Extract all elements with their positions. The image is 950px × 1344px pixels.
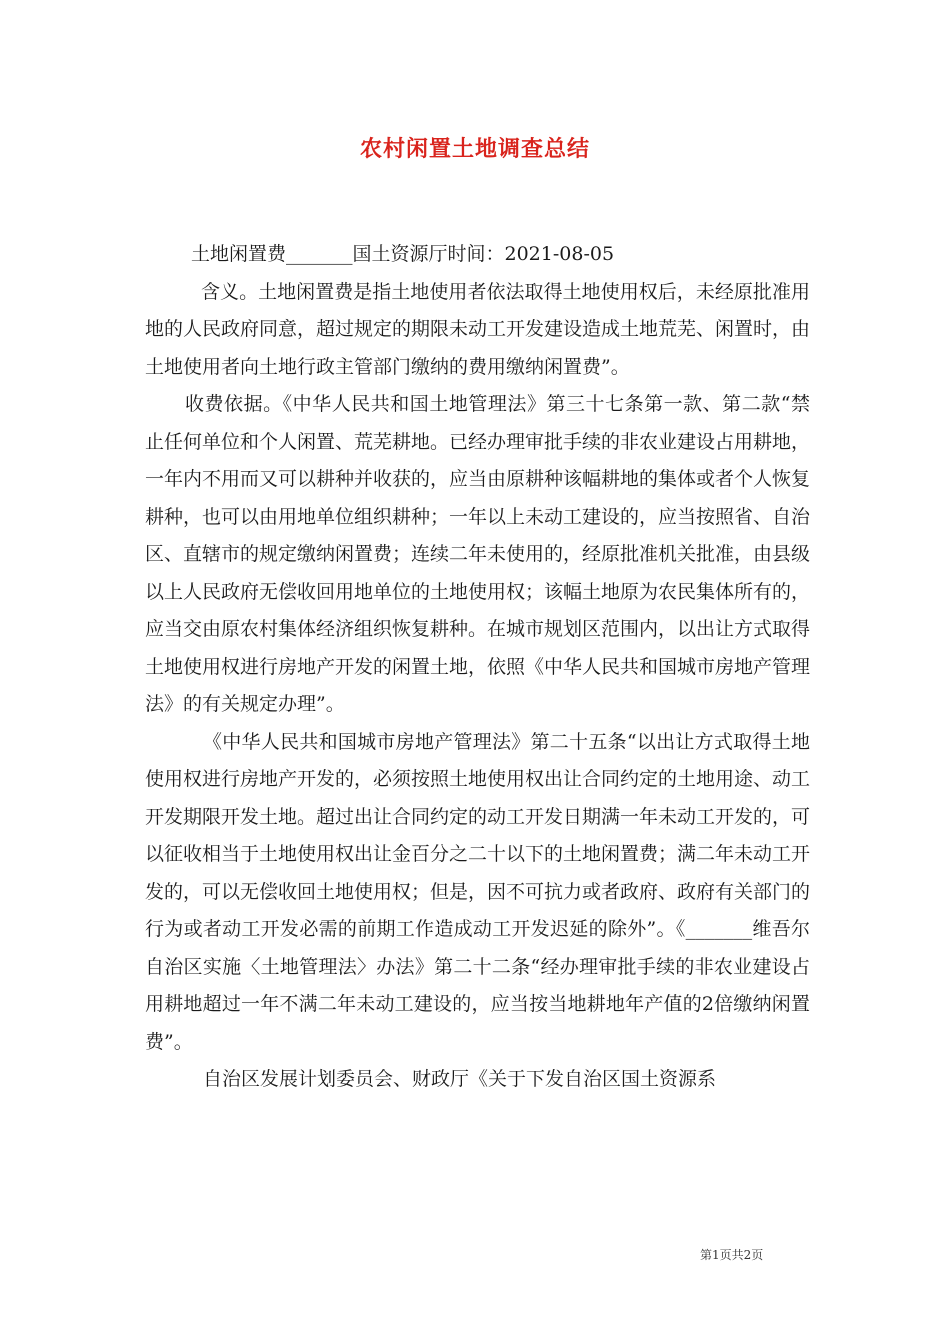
paragraph-definition: 含义。土地闲置费是指土地使用者依法取得土地使用权后，未经原批准用地的人民政府同意，超过规定的期限未动工开发建设造成土地荒芜、闲置时，由土地使用者向土地行政主管部门缴纳的费用缴纳闲置费”。: [145, 280, 811, 378]
paragraph-real-estate-law: 《中华人民共和国城市房地产管理法》第二十五条“以出让方式取得土地使用权进行房地产开发的，必须按照土地使用权出让合同约定的土地用途、动工开发期限开发土地。超过出让合同约定的动工开发日期满一年未动工开发的，可以征收相当于土地使用权出让金百分之二十以下的土地闲置费；满二年未动工开发的，可以无偿收回土地使用权；但是，因不可抗力或者政府、政府有关部门的行为或者动工开发必需的前期工作造成动工开发迟延的除外”。《_______维吾尔自治区实施〈土地管理法〉办法》第二十二条“经办理审批手续的非农业建设占用耕地超过一年不满二年未动工建设的，应当按当地耕地年产值的2倍缴纳闲置费”。: [145, 730, 811, 1053]
meta-line: 土地闲置费_______国土资源厅时间：2021-08-05: [191, 243, 615, 265]
paragraph-autonomous-region: 自治区发展计划委员会、财政厅《关于下发自治区国土资源系: [203, 1068, 717, 1090]
document-title: 农村闲置土地调查总结: [359, 136, 590, 162]
paragraph-basis: 收费依据。《中华人民共和国土地管理法》第三十七条第一款、第二款“禁止任何单位和个人闲置、荒芜耕地。已经办理审批手续的非农业建设占用耕地，一年内不用而又可以耕种并收获的，应当由原耕种该幅耕地的集体或者个人恢复耕种，也可以由用地单位组织耕种；一年以上未动工建设的，应当按照省、自治区、直辖市的规定缴纳闲置费；连续二年未使用的，经原批准机关批准，由县级以上人民政府无偿收回用地单位的土地使用权；该幅土地原为农民集体所有的，应当交由原农村集体经济组织恢复耕种。在城市规划区范围内，以出让方式取得土地使用权进行房地产开发的闲置土地，依照《中华人民共和国城市房地产管理法》的有关规定办理”。: [145, 393, 811, 715]
document-body: [145, 236, 810, 1099]
page-indicator: 第1页共2页: [700, 1248, 764, 1262]
